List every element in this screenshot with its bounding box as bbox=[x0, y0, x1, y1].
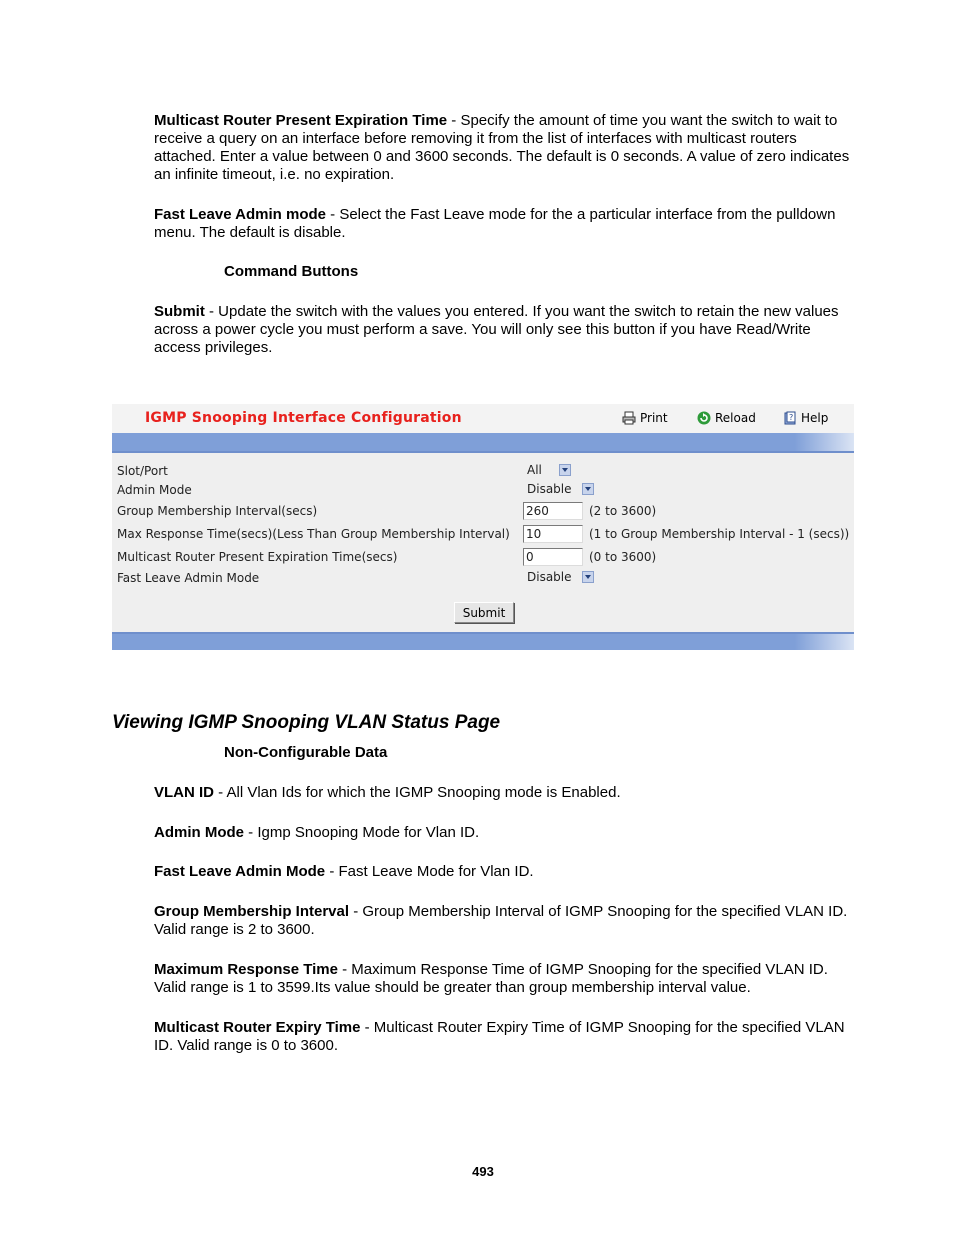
reload-button[interactable] bbox=[697, 411, 756, 425]
slot-port-value: All bbox=[527, 463, 542, 477]
chevron-down-icon bbox=[582, 483, 594, 495]
term: Fast Leave Admin Mode bbox=[154, 863, 326, 880]
non-configurable-heading: Non-Configurable Data bbox=[224, 744, 388, 761]
term: Admin Mode bbox=[154, 824, 244, 841]
svg-text:?: ? bbox=[789, 413, 794, 422]
term: Maximum Response Time bbox=[154, 961, 338, 978]
description: - Fast Leave Mode for Vlan ID. bbox=[325, 863, 534, 880]
printer-icon bbox=[622, 411, 636, 425]
slot-port-select[interactable] bbox=[527, 463, 571, 477]
fast-leave-label: Fast Leave Admin Mode bbox=[117, 571, 260, 585]
fast-leave-select[interactable] bbox=[527, 570, 594, 584]
term: Multicast Router Present Expiration Time bbox=[154, 112, 448, 129]
fast-leave-value: Disable bbox=[527, 570, 572, 584]
group-interval-input[interactable]: 260 bbox=[523, 502, 583, 520]
page-number: 493 bbox=[472, 1164, 494, 1179]
section-title: Viewing IGMP Snooping VLAN Status Page bbox=[112, 712, 501, 733]
paragraph-group-membership bbox=[154, 903, 859, 939]
help-label: Help bbox=[801, 411, 829, 425]
term: Group Membership Interval bbox=[154, 903, 350, 920]
paragraph-admin-mode bbox=[154, 824, 859, 842]
chevron-down-icon bbox=[582, 571, 594, 583]
max-response-range: (1 to Group Membership Interval - 1 (secs)) bbox=[589, 527, 850, 541]
paragraph-fast-leave-admin-mode bbox=[154, 863, 859, 881]
admin-mode-label: Admin Mode bbox=[117, 483, 192, 497]
slot-port-label: Slot/Port bbox=[117, 464, 168, 478]
description: - Update the switch with the values you entered. If you want the switch to retain the new values across a power cycle you must perform a save. You will only see this button if you have Read/Write access privileges. bbox=[154, 303, 839, 356]
mrouter-expiry-range: (0 to 3600) bbox=[589, 550, 657, 564]
reload-icon bbox=[697, 411, 711, 425]
paragraph-max-response bbox=[154, 961, 859, 997]
paragraph-mrouter-expiry bbox=[154, 1019, 859, 1055]
description: - Group Membership Interval of IGMP Snooping for the specified VLAN ID. Valid range is 2 to 3600. bbox=[154, 903, 848, 938]
admin-mode-select[interactable] bbox=[527, 482, 594, 496]
mrouter-expiry-input[interactable]: 0 bbox=[523, 548, 583, 566]
footer-bar bbox=[112, 632, 854, 650]
term: Multicast Router Expiry Time bbox=[154, 1019, 361, 1036]
paragraph-vlan-id bbox=[154, 784, 859, 802]
help-button[interactable] bbox=[783, 411, 828, 425]
max-response-label: Max Response Time(secs)(Less Than Group Membership Interval) bbox=[117, 527, 510, 541]
print-button[interactable] bbox=[622, 411, 668, 425]
description: - Multicast Router Expiry Time of IGMP Snooping for the specified VLAN ID. Valid range is 0 to 3600. bbox=[154, 1019, 845, 1054]
panel-title: IGMP Snooping Interface Configuration bbox=[145, 410, 462, 426]
term: VLAN ID bbox=[154, 784, 214, 801]
paragraph-mrouter-expiration bbox=[154, 112, 859, 184]
help-book-icon bbox=[783, 411, 797, 425]
print-label: Print bbox=[640, 411, 668, 425]
submit-button[interactable]: Submit bbox=[454, 602, 514, 623]
term: Submit bbox=[154, 303, 205, 320]
term: Fast Leave Admin mode bbox=[154, 206, 326, 223]
admin-mode-value: Disable bbox=[527, 482, 572, 496]
description: - Maximum Response Time of IGMP Snooping for the specified VLAN ID. Valid range is 1 to 3599.Its value should be greater than group membership interval value. bbox=[154, 961, 828, 996]
paragraph-submit bbox=[154, 303, 859, 357]
command-buttons-heading: Command Buttons bbox=[224, 263, 359, 280]
mrouter-expiry-label: Multicast Router Present Expiration Time(secs) bbox=[117, 550, 398, 564]
igmp-config-panel bbox=[112, 404, 854, 650]
max-response-input[interactable]: 10 bbox=[523, 525, 583, 543]
reload-label: Reload bbox=[715, 411, 756, 425]
panel-header bbox=[112, 404, 854, 433]
chevron-down-icon bbox=[559, 464, 571, 476]
group-interval-range: (2 to 3600) bbox=[589, 504, 657, 518]
paragraph-fast-leave bbox=[154, 206, 859, 242]
description: - Specify the amount of time you want the switch to wait to receive a query on an interface before removing it from the list of interfaces with multicast routers attached. Enter a value between 0 and 3600 seconds. The default is 0 seconds. A value of zero indicates an infinite timeout, i.e. no expiration. bbox=[154, 112, 850, 183]
description: - Igmp Snooping Mode for Vlan ID. bbox=[244, 824, 480, 841]
group-interval-label: Group Membership Interval(secs) bbox=[117, 504, 318, 518]
description: - All Vlan Ids for which the IGMP Snooping mode is Enabled. bbox=[214, 784, 621, 801]
description: - Select the Fast Leave mode for the a particular interface from the pulldown menu. The default is disable. bbox=[154, 206, 836, 241]
header-bar bbox=[112, 433, 854, 451]
